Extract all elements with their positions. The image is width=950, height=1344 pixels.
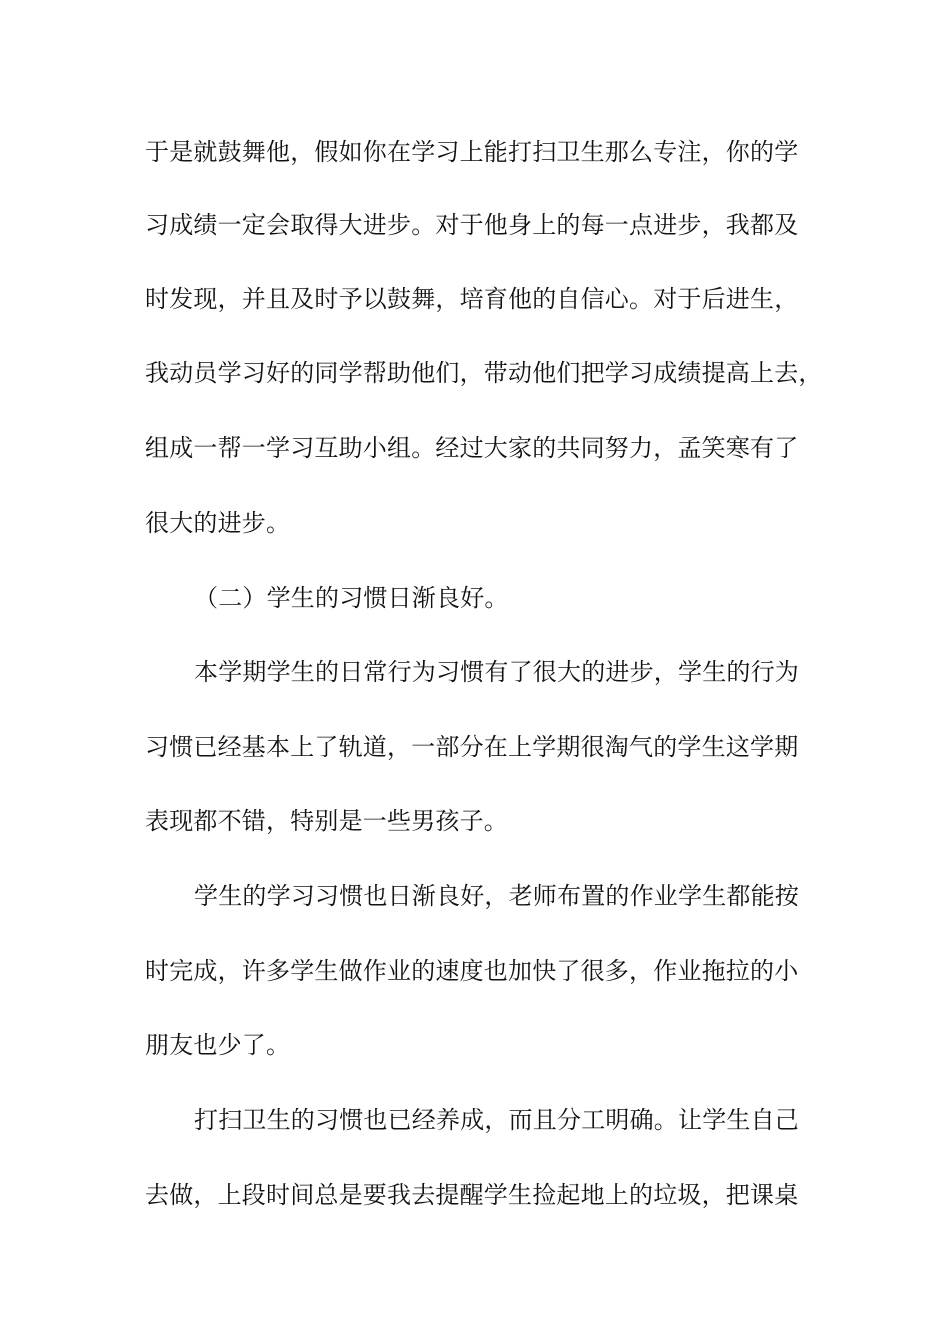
text-line: 时完成，许多学生做作业的速度也加快了很多，作业拖拉的小 — [145, 957, 799, 985]
text-line: 组成一帮一学习互助小组。经过大家的共同努力，孟笑寒有了 — [145, 434, 799, 462]
text-line: 朋友也少了。 — [145, 1031, 291, 1059]
text-line: 习成绩一定会取得大进步。对于他身上的每一点进步，我都及 — [145, 211, 799, 239]
text-line: 习惯已经基本上了轨道，一部分在上学期很淘气的学生这学期 — [145, 733, 799, 761]
text-line: 于是就鼓舞他，假如你在学习上能打扫卫生那么专注，你的学 — [145, 138, 799, 166]
text-line: 去做，上段时间总是要我去提醒学生捡起地上的垃圾，把课桌 — [145, 1181, 799, 1209]
text-line: 很大的进步。 — [145, 509, 291, 537]
text-line: 打扫卫生的习惯也已经养成，而且分工明确。让学生自己 — [194, 1106, 799, 1134]
section-heading: （二）学生的习惯日渐良好。 — [194, 584, 509, 612]
text-line: 学生的学习习惯也日渐良好，老师布置的作业学生都能按 — [194, 882, 799, 910]
text-line: 我动员学习好的同学帮助他们，带动他们把学习成绩提高上去， — [145, 359, 823, 387]
text-line: 表现都不错，特别是一些男孩子。 — [145, 807, 508, 835]
text-line: 时发现，并且及时予以鼓舞，培育他的自信心。对于后进生， — [145, 285, 799, 313]
text-line: 本学期学生的日常行为习惯有了很大的进步，学生的行为 — [194, 658, 799, 686]
